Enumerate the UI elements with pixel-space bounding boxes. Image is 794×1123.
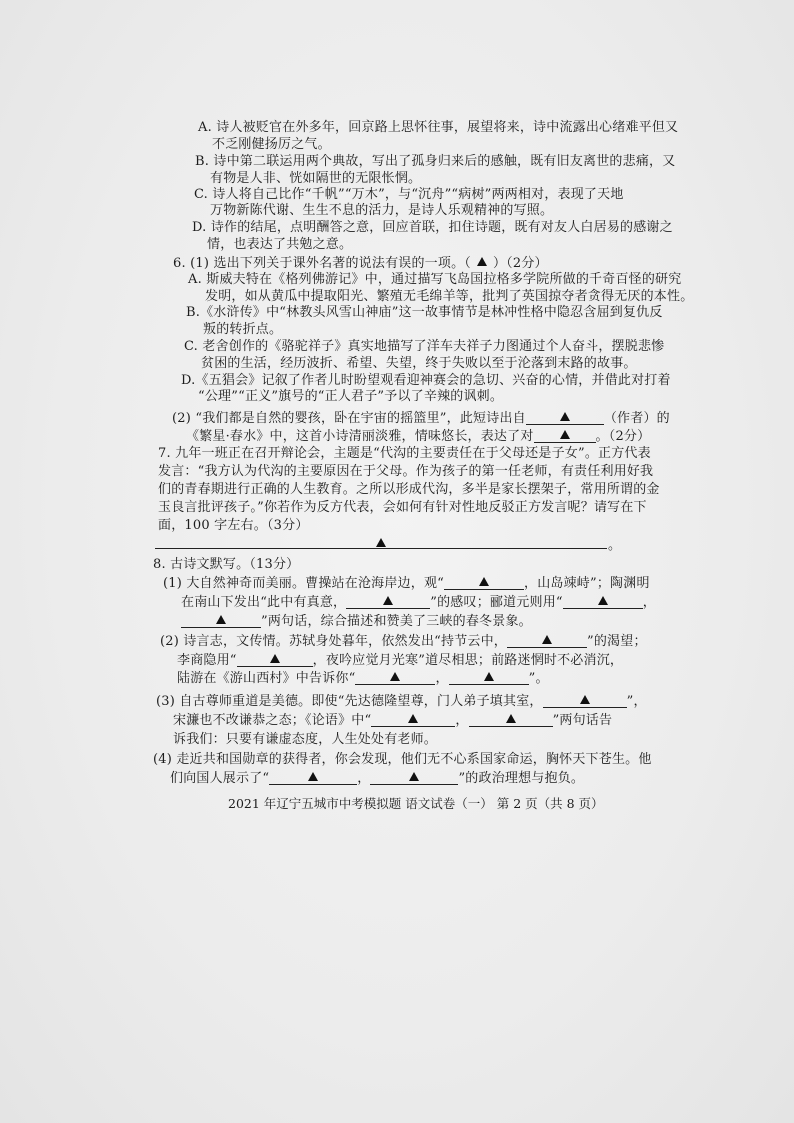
- q8-blank-7[interactable]: [355, 671, 435, 685]
- q6-option-b-line2: 叛的转折点。: [203, 322, 283, 337]
- q7-line2: 发言：“我方认为代沟的主要原因在于父母。作为孩子的第一任老师，有责任利用好我: [158, 464, 654, 479]
- q6-part2-text-b: （作者）的: [603, 411, 670, 426]
- q6-option-c-line2: 贫困的生活，经历波折、希望、失望，终于失败以至于沦落到末路的故事。: [201, 356, 637, 371]
- q8-s1-text-a: (1) 大自然神奇而美丽。曹操站在沧海岸边，观“: [163, 576, 444, 591]
- q8-s1-text-c: 在南山下发出“此中有真意，: [181, 595, 347, 610]
- answer-triangle-icon: [408, 714, 418, 723]
- q8-s4-comma: ，: [357, 771, 371, 786]
- q8-s3-text-a: (3) 自古尊师重道是美德。即使“先达德隆望尊，门人弟子填其室，: [156, 694, 543, 709]
- q5-option-a-line1: A. 诗人被贬官在外多年，回京路上思怀往事，展望将来，诗中流露出心绪难平但又: [198, 120, 679, 135]
- q7-line4: 玉良言批评孩子。”你若作为反方代表，会如何有针对性地反驳正方发言呢？请写在下: [158, 500, 647, 515]
- q8-s2-text-e: 陆游在《游山西村》中告诉你“: [177, 671, 356, 686]
- q8-s1-line1: [163, 576, 650, 591]
- q6-option-a-line1: A. 斯威夫特在《格列佛游记》中，通过描写飞岛国拉格多学院所做的千奇百怪的研究: [188, 272, 682, 287]
- q8-blank-8[interactable]: [449, 671, 529, 685]
- q6-stem: [173, 256, 548, 271]
- q5-option-c-line2: 万物新陈代谢、生生不息的活力，是诗人乐观精神的写照。: [210, 203, 554, 218]
- answer-triangle-icon: [216, 615, 226, 624]
- q8-blank-2[interactable]: [346, 595, 430, 609]
- q7-answer-line[interactable]: [155, 548, 607, 549]
- q8-blank-3[interactable]: [563, 595, 643, 609]
- answer-triangle-icon: [477, 257, 487, 266]
- q8-blank-4[interactable]: [181, 614, 261, 628]
- q8-s3-text-e: ”两句话告: [552, 713, 613, 728]
- q8-s4-line1: (4) 走近共和国勋章的获得者，你会发现，他们无不心系国家命运，胸怀天下苍生。他: [153, 752, 652, 767]
- q6-theme-blank[interactable]: [534, 429, 596, 443]
- q8-s2-text-c: 李商隐用“: [177, 653, 237, 668]
- q6-option-b-line1: B.《水浒传》中“林教头风雪山神庙”这一故事情节是林冲性格中隐忍含屈到复仇反: [186, 305, 663, 320]
- q8-s2-line1: [160, 634, 647, 649]
- q7-line5: 面，100 字左右。（3分）: [158, 518, 309, 533]
- answer-triangle-icon: [580, 695, 590, 704]
- q5-option-a-line2: 不乏刚健扬厉之气。: [212, 137, 331, 152]
- answer-triangle-icon: [270, 654, 280, 663]
- q6-part2-text-c: 《繁星·春水》中，这首小诗清丽淡雅，情味悠长，表达了对: [186, 429, 534, 444]
- q7-line3: 们的青春期进行正确的人生教育。之所以形成代沟，多半是家长摆架子，常用所谓的金: [158, 482, 660, 497]
- answer-triangle-icon: [383, 596, 393, 605]
- answer-triangle-icon: [484, 672, 494, 681]
- q5-option-b-line2: 有物是人非、恍如隔世的无限怅惘。: [210, 171, 422, 186]
- q8-s3-line2: [173, 713, 612, 728]
- q6-stem-text: 6. (1) 选出下列关于课外名著的说法有误的一项。（: [173, 256, 471, 271]
- answer-triangle-icon: [409, 772, 419, 781]
- q8-blank-9[interactable]: [543, 694, 627, 708]
- q5-option-c-line1: C. 诗人将自己比作“千帆”“万木”，与“沉舟”“病树”两两相对，表现了天地: [194, 187, 624, 202]
- q8-s2-line3: [177, 671, 549, 686]
- answer-triangle-icon: [598, 596, 608, 605]
- q5-option-b-line1: B. 诗中第二联运用两个典故，写出了孤身归来后的感触，既有旧友离世的悲痛，又: [195, 154, 676, 169]
- q8-s1-line3: [181, 614, 532, 629]
- q6-part2-score: 。（2分）: [595, 429, 651, 444]
- q8-blank-11[interactable]: [469, 713, 553, 727]
- q8-s2-text-a: (2) 诗言志，文传情。苏轼身处暮年，依然发出“持节云中，: [160, 634, 507, 649]
- answer-triangle-icon: [390, 672, 400, 681]
- q6-option-d-line1: D.《五猖会》记叙了作者儿时盼望观看迎神赛会的急切、兴奋的心情，并借此对打着: [181, 373, 671, 388]
- q6-author-blank[interactable]: [526, 411, 604, 425]
- q8-s2-text-b: ”的渴望；: [587, 634, 647, 649]
- q6-option-a-line2: 发明，如从黄瓜中提取阳光、繁殖无毛绵羊等，批判了英国掠夺者贪得无厌的本性。: [205, 289, 694, 304]
- answer-triangle-icon: [560, 412, 570, 421]
- q8-s3-text-c: 宋濂也不改谦恭之态；《论语》中“: [173, 713, 372, 728]
- answer-triangle-icon: [479, 577, 489, 586]
- q7-line1: 7. 九年一班正在召开辩论会，主题是“代沟的主要责任在于父母还是子女”。正方代表: [158, 446, 651, 461]
- q8-s1-comma: ，: [642, 595, 656, 610]
- q8-blank-1[interactable]: [444, 576, 524, 590]
- q8-s3-text-b: ”，: [626, 694, 647, 709]
- answer-triangle-icon: [308, 772, 318, 781]
- q8-s1-text-b: ，山岛竦峙”；陶渊明: [524, 576, 650, 591]
- q8-s4-text-d: ”的政治理想与抱负。: [458, 771, 585, 786]
- answer-triangle-icon: [376, 538, 386, 547]
- q8-blank-5[interactable]: [507, 634, 587, 648]
- q8-blank-10[interactable]: [371, 713, 455, 727]
- q8-s1-text-f: ”两句话，综合描述和赞美了三峡的春冬景象。: [261, 614, 532, 629]
- q6-part2-line2: [186, 429, 650, 444]
- q8-title: 8. 古诗文默写。（13分）: [153, 557, 300, 572]
- q7-line-end-mark: 。: [608, 538, 622, 553]
- q8-s2-text-d: ，夜吟应觉月光寒”道尽相思；前路迷惘时不必消沉，: [312, 653, 624, 668]
- q6-part2-text-a: (2) “我们都是自然的婴孩，卧在宇宙的摇篮里”，此短诗出自: [172, 411, 526, 426]
- q8-s1-line2: [181, 595, 656, 610]
- q8-s2-comma: ，: [435, 671, 449, 686]
- q8-blank-12[interactable]: [269, 771, 357, 785]
- answer-triangle-icon: [542, 635, 552, 644]
- q8-blank-13[interactable]: [370, 771, 458, 785]
- q6-part2-line1: [172, 411, 670, 426]
- q8-blank-6[interactable]: [237, 653, 313, 667]
- q6-option-d-line2: “公理”“正义”旗号的“正人君子”予以了辛辣的讽刺。: [198, 389, 504, 404]
- q8-s3-comma: ，: [455, 713, 469, 728]
- q8-s3-line1: [156, 694, 647, 709]
- q5-option-d-line2: 情，也表达了共勉之意。: [207, 237, 353, 252]
- answer-triangle-icon: [506, 714, 516, 723]
- q6-option-c-line1: C. 老舍创作的《骆驼祥子》真实地描写了洋车夫祥子力图通过个人奋斗，摆脱悲惨: [184, 339, 665, 354]
- q8-s3-line3: 诉我们：只要有谦虚态度，人生处处有老师。: [173, 732, 438, 747]
- page-footer: 2021 年辽宁五城市中考模拟题 语文试卷（一） 第 2 页（共 8 页）: [228, 796, 604, 811]
- q8-s2-text-g: ”。: [528, 671, 549, 686]
- q8-s1-text-d: ”的感叹；郦道元则用“: [430, 595, 563, 610]
- q8-s4-line2: [170, 771, 584, 786]
- q5-option-d-line1: D. 诗作的结尾，点明酬答之意，回应首联，扣住诗题，既有对友人白居易的感谢之: [192, 220, 673, 235]
- answer-triangle-icon: [560, 430, 570, 439]
- q8-s4-text-b: 们向国人展示了“: [170, 771, 270, 786]
- q8-s2-line2: [177, 653, 623, 668]
- q6-stem-score: ）（2分）: [492, 256, 548, 271]
